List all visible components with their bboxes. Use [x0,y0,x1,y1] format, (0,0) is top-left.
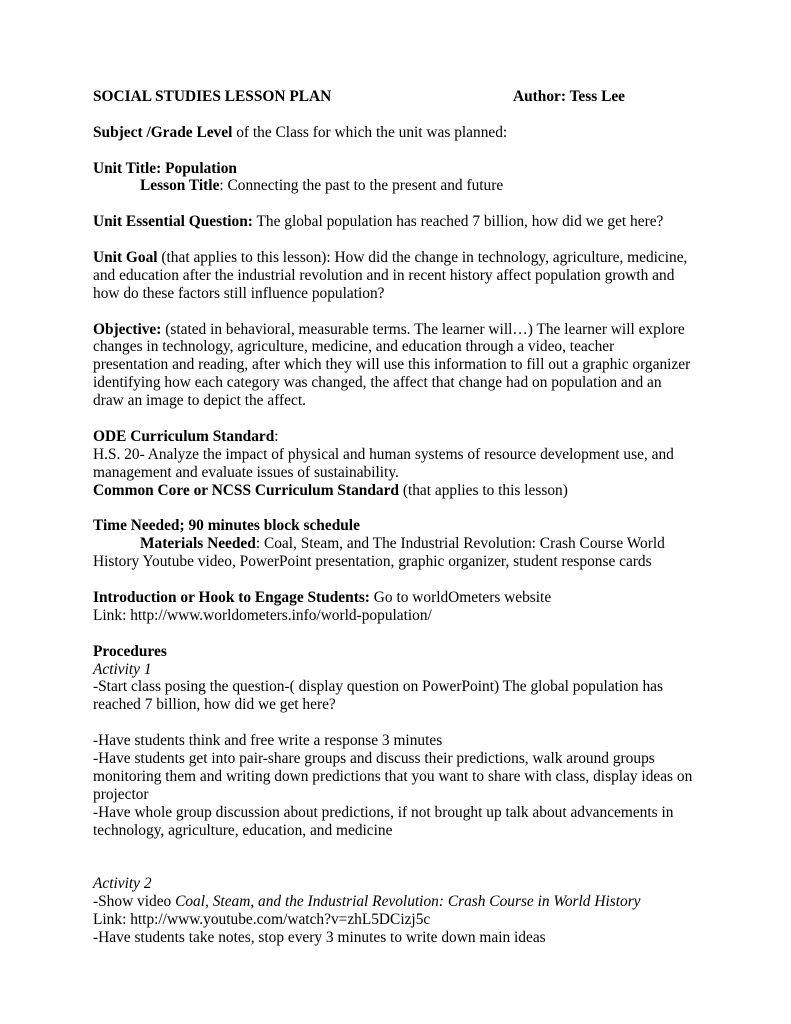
activity-1-line: -Have whole group discussion about predictions, if not brought up talk about advancements in [93,803,674,821]
video-prefix: -Show video [93,893,176,911]
common-core-label: Common Core or NCSS Curriculum Standard [93,481,399,499]
procedures-heading [93,643,733,661]
objective-label: Objective: [93,320,162,338]
activity-2-title [93,875,733,893]
ode-label: ODE Curriculum Standard [93,427,275,445]
activity-2-notes: -Have students take notes, stop every 3 minutes to write down main ideas [93,928,546,946]
materials-text: : Coal, Steam, and The Industrial Revolution: Crash Course World [255,535,665,553]
activity-2-video [93,893,733,911]
author: Author: Tess Lee [513,88,626,105]
procedures-heading-text: Procedures [93,642,167,660]
lesson-title [93,177,733,195]
objective-text: presentation and reading, after which they will use this information to fill out a graphic organizer [93,356,691,374]
essential-question-label: Unit Essential Question: [93,213,253,231]
essential-question [93,213,733,231]
activity-1-line: -Have students think and free write a response 3 minutes [93,732,443,750]
worldometers-link[interactable]: Link: http://www.worldometers.info/world-population/ [93,606,432,624]
activity-1-line: monitoring them and writing down predictions that you want to share with class, display ideas on [93,767,693,785]
activity-1-line: -Have students get into pair-share groups and discuss their predictions, walk around groups [93,749,655,767]
colon: : [274,427,279,445]
header-line [93,88,733,106]
unit-goal-label: Unit Goal [93,249,158,267]
time-needed [93,517,733,535]
lesson-title-text: : Connecting the past to the present and future [219,177,504,195]
lesson-title-label: Lesson Title [140,177,220,195]
video-title: Coal, Steam, and the Industrial Revolution: Crash Course in World History [175,893,641,911]
document-title: SOCIAL STUDIES LESSON PLAN [93,88,332,105]
activity-1-title [93,661,733,679]
common-core-standard [93,482,733,500]
youtube-link[interactable]: Link: http://www.youtube.com/watch?v=zhL5DCizj5c [93,910,431,928]
ode-standard [93,428,733,446]
unit-goal-text: and education after the industrial revolution and in recent history affect population growth and [93,266,675,284]
unit-goal [93,249,733,267]
intro-text: Go to worldOmeters website [369,588,552,606]
objective-text: (stated in behavioral, measurable terms. The learner will…) The learner will explore [161,320,685,338]
objective-text: changes in technology, agriculture, medicine, and education through a video, teacher [93,338,615,356]
introduction [93,589,733,607]
subject-text: of the Class for which the unit was planned: [232,123,508,141]
unit-title-text: Unit Title: Population [93,159,237,177]
unit-goal-text: how do these factors still influence population? [93,284,385,302]
activity-1-title-text: Activity 1 [93,660,152,678]
objective-text: draw an image to depict the affect. [93,392,306,410]
materials-label: Materials Needed [140,535,256,553]
common-core-text: (that applies to this lesson) [398,481,568,499]
ode-text: H.S. 20- Analyze the impact of physical and human systems of resource development use, and [93,445,674,463]
materials-text: History Youtube video, PowerPoint presentation, graphic organizer, student response cards [93,553,652,571]
objective [93,321,733,339]
essential-question-text: The global population has reached 7 billion, how did we get here? [252,213,664,231]
lesson-plan-document [93,88,733,947]
materials-needed [93,535,733,553]
activity-2-title-text: Activity 2 [93,875,152,893]
activity-1-line: projector [93,785,149,803]
objective-text: identifying how each category was changed, the affect that change had on population and an [93,374,662,392]
activity-1-line: reached 7 billion, how did we get here? [93,696,336,714]
activity-1-line: -Start class posing the question-( display question on PowerPoint) The global population has [93,678,663,696]
unit-goal-text: (that applies to this lesson): How did the change in technology, agriculture, medicine, [157,249,688,267]
ode-text: management and evaluate issues of sustainability. [93,463,399,481]
activity-1-line: technology, agriculture, education, and medicine [93,821,393,839]
intro-label: Introduction or Hook to Engage Students: [93,588,370,606]
unit-title [93,160,733,178]
subject-label: Subject /Grade Level [93,123,233,141]
time-needed-text: Time Needed; 90 minutes block schedule [93,517,360,535]
subject-line [93,124,733,142]
